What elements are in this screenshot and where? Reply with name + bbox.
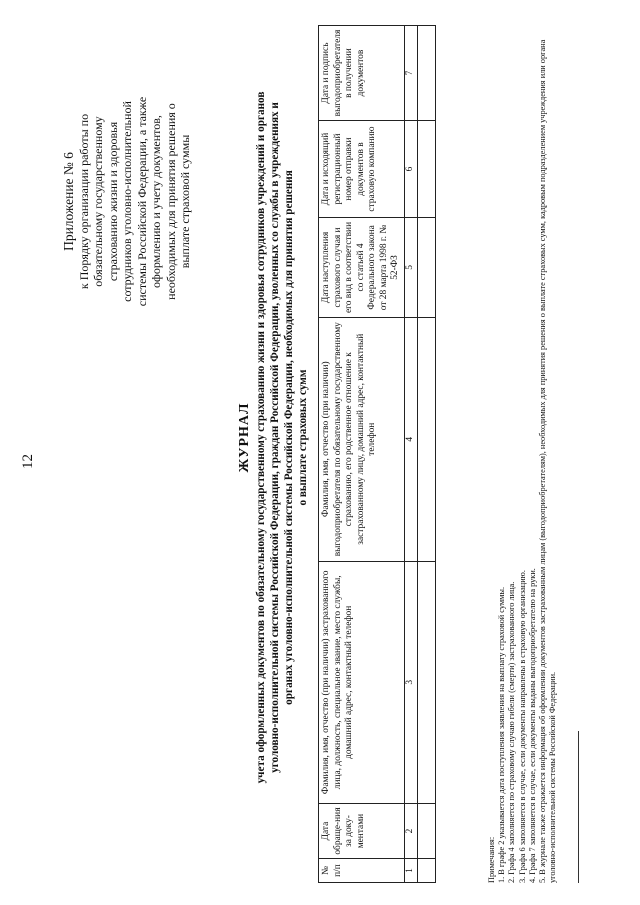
column-number: 3 bbox=[404, 561, 417, 804]
header-cell-beneficiary: Фамилия, имя, отчество (при наличии) выгодоприобретателя по обязательному государственному страхованию, его родственное отношение к застрахованному лицу, домашний адрес, контактный телефон bbox=[319, 317, 405, 561]
page-number: 12 bbox=[20, 454, 36, 469]
note-item: 5. В журнале также отражается информация об оформлении документов застрахованным лицам (выгодоприобретателям), необходимых для принятия решения о выплате страховых сумм, кадровым подразделением учреждения или органа уголовно-исполнительной системы Российской Федерации. bbox=[538, 39, 558, 883]
header-cell-dispatch-date: Дата и исходящий регистрационный номер отправки документов в страховую компанию bbox=[319, 121, 405, 218]
appendix-line: к Порядку организации работы по bbox=[76, 113, 91, 290]
empty-cell bbox=[417, 317, 435, 561]
empty-cell bbox=[417, 561, 435, 804]
column-number: 5 bbox=[404, 218, 417, 318]
appendix-line: системы Российской Федерации, а также bbox=[134, 96, 149, 307]
appendix-line: необходимых для принятия решения о bbox=[163, 103, 178, 300]
column-number: 2 bbox=[404, 804, 417, 859]
note-item: 4. Графа 7 заполняется в случае, если документы выданы выгодоприобретателю на руки. bbox=[527, 568, 537, 883]
empty-entry-row bbox=[417, 26, 435, 883]
appendix-block bbox=[62, 64, 193, 339]
journal-title-line: органах уголовно-исполнительной системы Российской Федерации, необходимых для принятия решения bbox=[283, 170, 295, 705]
empty-cell bbox=[417, 218, 435, 318]
journal-table bbox=[318, 25, 436, 883]
note-item: 1. В графе 2 указывается дата поступления заявления на выплату страховой суммы. bbox=[497, 586, 507, 883]
notes-title: Примечания: bbox=[487, 836, 496, 883]
notes-block bbox=[487, 23, 558, 883]
footer-divider bbox=[578, 731, 579, 883]
journal-title-block bbox=[238, 65, 310, 810]
appendix-line: оформлению и учету документов, bbox=[149, 115, 163, 288]
header-cell-insured-event-date: Дата наступления страхового случая и его вид в соответствии со статьей 4 Федерального закона от 28 марта 1998 г. № 52-ФЗ bbox=[319, 218, 405, 318]
journal-heading: ЖУРНАЛ bbox=[237, 402, 252, 473]
header-cell-request-date: Дата обраще-ния за доку-ментами bbox=[319, 804, 405, 859]
note-item: 3. Графа 6 заполняется в случае, если документы направлены в страховую организацию. bbox=[517, 570, 527, 883]
column-number-row bbox=[404, 26, 417, 883]
header-cell-insured-person: Фамилия, имя, отчество (при наличии) застрахованного лица, должность, специальное звание, место службы, домашний адрес, контактный телефон bbox=[319, 561, 405, 804]
journal-title-line: о выплате страховых сумм bbox=[297, 369, 309, 506]
column-number: 4 bbox=[404, 317, 417, 561]
column-number: 1 bbox=[404, 859, 417, 883]
table-header-row bbox=[319, 26, 405, 883]
note-item: 2. Графа 4 заполняется по страховому случаю гибели (смерти) застрахованного лица. bbox=[507, 581, 517, 883]
header-cell-number: № п/п bbox=[319, 859, 405, 883]
empty-cell bbox=[417, 804, 435, 859]
appendix-line: обязательному государственному bbox=[91, 116, 105, 287]
column-number: 7 bbox=[404, 26, 417, 121]
appendix-line: страхованию жизни и здоровья bbox=[105, 121, 120, 282]
empty-cell bbox=[417, 26, 435, 121]
appendix-line: выплате страховой суммы bbox=[178, 134, 192, 269]
appendix-line: сотрудников уголовно-исполнительной bbox=[120, 101, 134, 302]
empty-cell bbox=[417, 121, 435, 218]
empty-cell bbox=[417, 859, 435, 883]
appendix-header: Приложение № 6 bbox=[61, 152, 76, 251]
header-cell-beneficiary-signature: Дата и подпись выгодоприобретателя в получении документов bbox=[319, 26, 405, 121]
journal-title-line: учета оформленных документов по обязательному государственному страхованию жизни и здоровья сотрудников учреждений и органов bbox=[255, 91, 267, 784]
journal-title-line: уголовно-исполнительной системы Российской Федерации, граждан Российской Федерации, уволенных со службы в учреждениях и bbox=[269, 102, 281, 773]
column-number: 6 bbox=[404, 121, 417, 218]
